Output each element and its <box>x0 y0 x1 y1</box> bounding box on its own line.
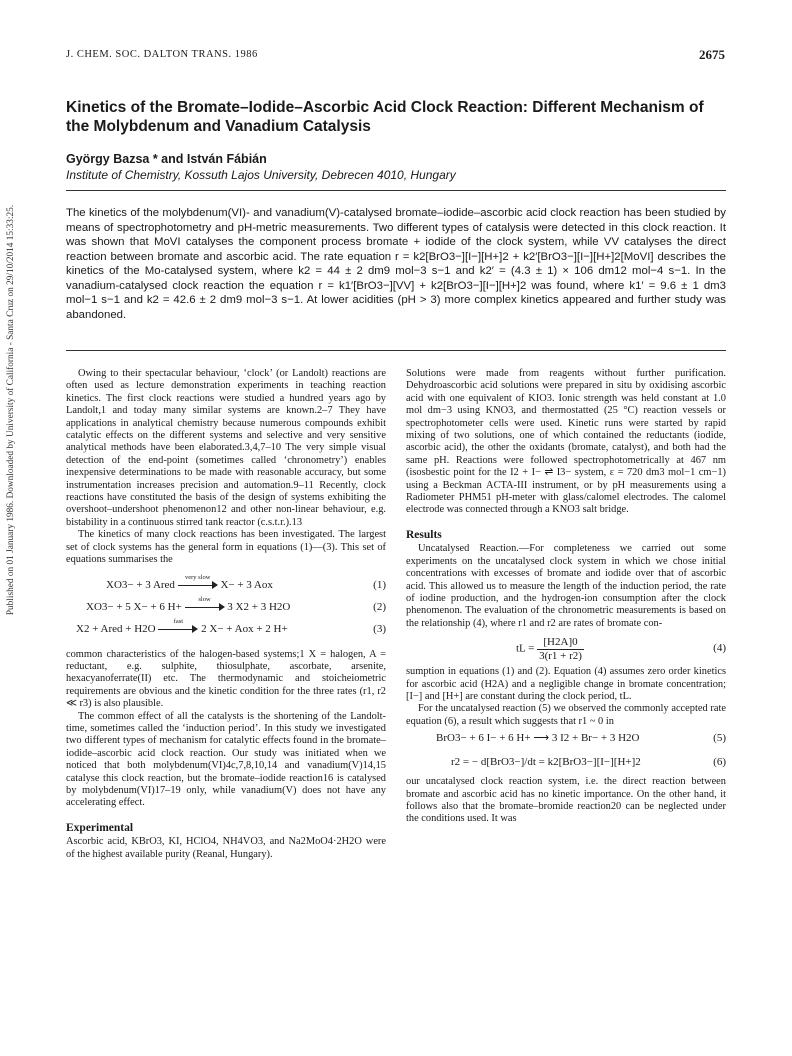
right-column <box>406 368 726 826</box>
equation-number: (5) <box>713 732 726 745</box>
equation-text: BrO3− + 6 I− + 6 H+ ⟶ 3 I2 + Br− + 3 H2O <box>436 732 640 745</box>
equation-number: (1) <box>373 578 386 591</box>
divider-bottom <box>66 350 726 351</box>
body-paragraph: For the uncatalysed reaction (5) we observed the commonly accepted rate equation (6), a result which suggests that r1 ~ 0 in <box>406 703 726 727</box>
authors: György Bazsa * and István Fábián <box>66 152 267 166</box>
equation-lhs: XO3− + 3 Ared <box>106 578 175 591</box>
body-paragraph: Solutions were made from reagents without further purification. Dehydroascorbic acid solutions were prepared in situ by oxidising ascorbic acid with one equivalent of KIO3. Ionic strength was held constant at 1.0 mol dm−3 using KNO3, and thermostatted (25 °C) reaction vessels or spectrophotometer cells were used. Kinetic runs were started by rapid mixing of two solutions, one of which contained the reductants (iodide, ascorbic acid), the other the oxidants (bromate, catalyst), and both had the same pH. Reactions were followed spectrophotometrically at 467 nm (isosbestic point for the I2 + I− ⇌ I3− system, ε = 720 dm3 mol−1 cm−1) using a Beckman ACTA-III instrument, or by pH measurements using a Radiometer PHM51 pH-meter with glass/calomel electrodes. The calomel electrode was connected through a KNO3 salt bridge. <box>406 368 726 516</box>
reaction-arrow <box>158 617 198 634</box>
left-column <box>66 368 386 861</box>
download-watermark <box>0 150 22 670</box>
equation-6 <box>406 750 726 776</box>
equation-number: (6) <box>713 756 726 769</box>
intro-paragraph: The kinetics of many clock reactions has been investigated. The largest set of clock systems has the general form in equations (1)—(3). This set of equations summarises the <box>66 529 386 566</box>
fraction-denominator: 3(r1 + r2) <box>539 649 582 662</box>
equation-4 <box>406 630 726 666</box>
equation-rhs: X− + 3 Aox <box>220 578 273 591</box>
equation-text: r2 = − d[BrO3−]/dt = k2[BrO3−][I−][H+]2 <box>451 756 641 769</box>
divider-top <box>66 190 726 191</box>
equation-2 <box>66 597 386 619</box>
download-watermark-text: Published on 01 January 1986. Downloaded by University of California - Santa Cruz on 29/10/2014 15:33:25. <box>6 204 16 616</box>
results-heading: Results <box>406 528 442 541</box>
results-paragraph: Uncatalysed Reaction.—For completeness we carried out some experiments on the uncatalysed clock system in which we chose initial concentrations with excesses of bromate and iodide over that of ascorbic acid. This allowed us to measure the length of the induction period, the rate of iodine production, and the hydrogen-ion consumption after the clock phenomenon. The evaluation of the chronometric measurements is based on the relationship (4), where r1 and r2 are rates of bromate con- <box>406 543 726 629</box>
equation-lhs: tL = <box>516 642 535 655</box>
paper-title: Kinetics of the Bromate–Iodide–Ascorbic Acid Clock Reaction: Different Mechanism of the Molybdenum and Vanadium Catalysis <box>66 99 704 135</box>
body-paragraph: sumption in equations (1) and (2). Equation (4) assumes zero order kinetics for ascorbic acid (H2A) and a negligible change in bromate concentration; [I−] and [H+] are constant during the clock period, tL. <box>406 666 726 702</box>
arrow-label: slow <box>198 595 211 603</box>
fraction-numerator: [H2A]0 <box>537 636 584 649</box>
equation-rhs: 3 X2 + 3 H2O <box>227 600 291 613</box>
experimental-paragraph: Ascorbic acid, KBrO3, KI, HClO4, NH4VO3, and Na2MoO4·2H2O were of the highest available purity (Reanal, Hungary). <box>66 836 386 860</box>
journal-header: J. CHEM. SOC. DALTON TRANS. 1986 <box>66 49 258 60</box>
equation-number: (4) <box>713 642 726 655</box>
intro-paragraph: Owing to their spectacular behaviour, ‘clock’ (or Landolt) reactions are often used as lecture demonstration experiments in teaching reaction kinetics. The first clock reactions were studied a hundred years ago by Landolt,1 and today many similar systems are known.2–7 They have applications in analytical chemistry because numerous compounds exhibit catalytic effects on the different systems and selective and very sensitive analytical methods have been elaborated.3,4,7–10 The very simple visual detection of the end-point (sometimes called ‘chronometry’) enables inexpensive determinations to be made with reasonable accuracy, but some instrumentation increases precision and automation.9–11 Recently, clock reactions have constituted the basis of the design of systems exhibiting the overshoot–undershoot phenomenon12 and other non-linear behaviour, e.g. bistability in a continuous stirred tank reactor (c.s.t.r.).13 <box>66 368 386 528</box>
arrow-label: fast <box>173 617 184 625</box>
body-paragraph: common characteristics of the halogen-based systems;1 X = halogen, A = reductant, e.g. sulphite, thiosulphate, ascorbate, arsenite, hexacyanoferrate(II) etc. The thermodynamic and stoicheiometric requirements are obvious and the kinetic condition for the three rates (r1, r2 ≪ r3) is also plausible. <box>66 648 386 710</box>
equation-rhs: 2 X− + Aox + 2 H+ <box>201 622 288 635</box>
arrow-label: very slow <box>184 573 211 581</box>
equation-number: (3) <box>373 622 386 635</box>
equation-number: (2) <box>373 600 386 613</box>
reaction-arrow <box>185 595 225 612</box>
page-number: 2675 <box>699 47 725 62</box>
experimental-heading: Experimental <box>66 821 134 834</box>
reaction-arrow <box>178 573 218 590</box>
fraction <box>537 636 584 662</box>
equation-lhs: XO3− + 5 X− + 6 H+ <box>86 600 182 613</box>
body-paragraph: The common effect of all the catalysts is the shortening of the Landolt-time, sometimes called the ‘induction period’. In this study we investigated two different types of mechanism for catalytic effects found in the bromate–iodide–ascorbic acid clock reaction. Our study was initiated when we noticed that both molybdenum(VI)4c,7,8,10,14 and vanadium(V)14,15 catalyse this clock reaction, but the bromate–iodide reaction16 is catalysed by molybdenum(VI)17–19 only, while vanadium(V) does not have any accelerating effect. <box>66 710 386 809</box>
equation-lhs: X2 + Ared + H2O <box>76 622 156 635</box>
affiliation: Institute of Chemistry, Kossuth Lajos University, Debrecen 4010, Hungary <box>66 168 456 182</box>
equation-1 <box>66 575 386 597</box>
body-paragraph: our uncatalysed clock reaction system, i.e. the direct reaction between bromate and ascorbic acid has no kinetic importance. On the other hand, it follows also that the bromate–bromide reaction20 can be neglected under the conditions used. It was <box>406 776 726 825</box>
equation-5 <box>406 728 726 750</box>
equation-3 <box>66 619 386 641</box>
abstract: The kinetics of the molybdenum(VI)- and vanadium(V)-catalysed bromate–iodide–ascorbic acid clock reaction has been studied by means of spectrophotometry and pH-metric measurements. Two different types of catalysis were detected in this clock reaction. It was shown that MoVI catalyses the component process bromate + iodide of the clock system, while VV catalyses the direct reaction between bromate and ascorbic acid. The rate equation r = k2[BrO3−][I−][H+]2 + k2′[BrO3−][I−][H+]2[MoVI] describes the kinetics of the Mo-catalysed system, where k2 = 44 ± 2 dm9 mol−3 s−1 and k2′ = (4.3 ± 1) × 106 dm12 mol−4 s−1. In the vanadium-catalysed clock reaction the equation r = k1′[BrO3−][VV] + k2[BrO3−][I−][H+]2 was found, where k1′ = 9.6 ± 1 dm3 mol−1 s−1 and k2 = 42.6 ± 2 dm9 mol−3 s−1. At lower acidities (pH > 3) more complex kinetics appeared and further study was abandoned. <box>66 207 726 321</box>
